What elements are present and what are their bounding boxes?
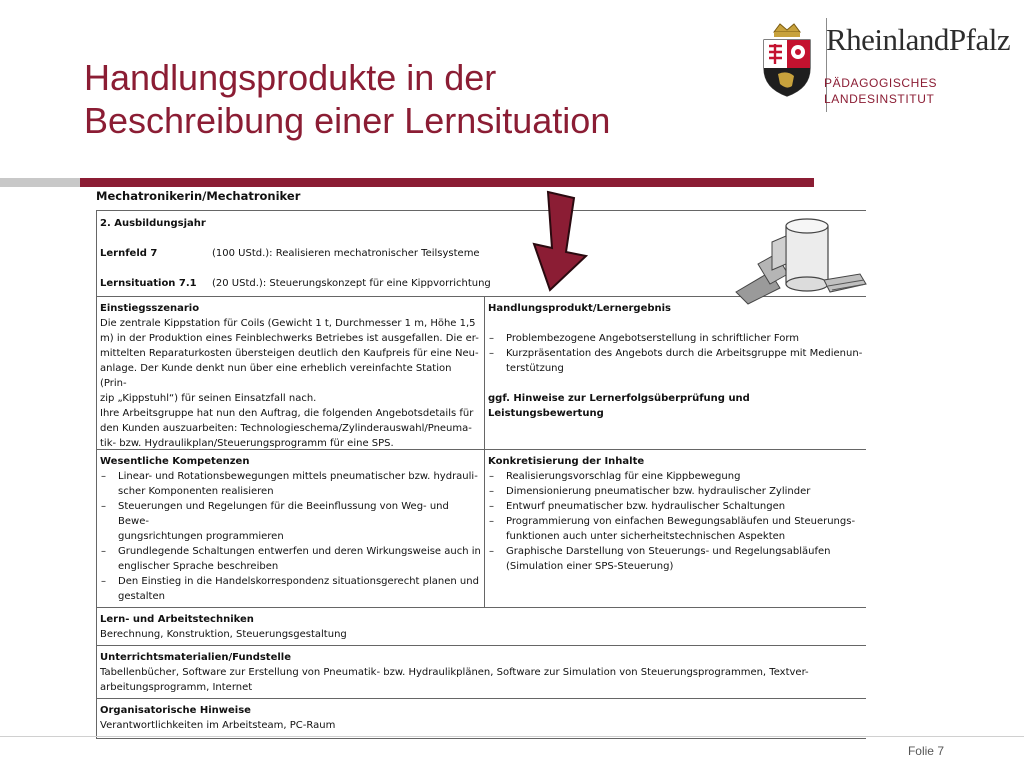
kippstuhl-illustration-icon bbox=[728, 214, 868, 306]
inhalte-list bbox=[488, 469, 863, 574]
lernfeld-value: (100 UStd.): Realisieren mechatronischer Teilsysteme bbox=[212, 248, 480, 259]
coat-of-arms-icon bbox=[760, 20, 814, 98]
slide-title bbox=[84, 56, 610, 142]
orga-title: Organisatorische Hinweise bbox=[100, 705, 251, 716]
list-item: – Steuerungen und Regelungen für die Beeinflussung von Weg- und Bewe- gungsrichtungen programmieren bbox=[100, 499, 481, 544]
scenario-row bbox=[97, 297, 866, 450]
handlungsprodukt-cell bbox=[485, 297, 866, 449]
material-title: Unterrichtsmaterialien/Fundstelle bbox=[100, 652, 292, 663]
list-item: – Kurzpräsentation des Angebots durch die Arbeitsgruppe mit Medienun- terstützung bbox=[488, 346, 863, 376]
hinweise-title: ggf. Hinweise zur Lernerfolgsüberprüfung und Leistungsbewertung bbox=[488, 393, 750, 419]
orga-row bbox=[97, 699, 866, 739]
einstieg-line: zip „Kippstuhl“) für seinen Einsatzfall nach. bbox=[100, 393, 317, 404]
einstiegsszenario-title: Einstiegsszenario bbox=[100, 303, 200, 314]
list-item: – Programmierung von einfachen Bewegungsabläufen und Steuerungs- funktionen auch unter sicherheitstechnischen Aspekten bbox=[488, 514, 863, 544]
logo-subtitle-2: LANDESINSTITUT bbox=[824, 92, 935, 106]
kompetenzen-title: Wesentliche Kompetenzen bbox=[100, 456, 250, 467]
ausbildungsjahr: 2. Ausbildungsjahr bbox=[100, 218, 206, 229]
document-heading: Mechatronikerin/Mechatroniker bbox=[96, 189, 301, 203]
slide-number: Folie 7 bbox=[907, 744, 944, 758]
lernsituation-label: Lernsituation 7.1 bbox=[100, 278, 197, 289]
material-row bbox=[97, 646, 866, 699]
lernsituation-value: (20 UStd.): Steuerungskonzept für eine Kippvorrichtung bbox=[212, 278, 491, 289]
list-item: – Realisierungsvorschlag für eine Kippbewegung bbox=[488, 469, 863, 484]
logo-subtitle-1: PÄDAGOGISCHES bbox=[824, 76, 938, 90]
slide-title-line-1: Handlungsprodukte in der bbox=[84, 57, 497, 98]
einstieg-line: Die zentrale Kippstation für Coils (Gewicht 1 t, Durchmesser 1 m, Höhe 1,5 bbox=[100, 318, 476, 329]
logo-name: RheinlandPfalz bbox=[826, 22, 1011, 57]
orga-text: Verantwortlichkeiten im Arbeitsteam, PC-Raum bbox=[100, 720, 336, 731]
list-item: – Grundlegende Schaltungen entwerfen und deren Wirkungsweise auch in englischer Sprache beschreiben bbox=[100, 544, 481, 574]
kompetenzen-list bbox=[100, 469, 481, 604]
einstieg-line: den Kunden auszuarbeiten: Technologieschema/Zylinderauswahl/Pneuma- bbox=[100, 423, 472, 434]
techniken-title: Lern- und Arbeitstechniken bbox=[100, 614, 254, 625]
list-item: – Den Einstieg in die Handelskorrespondenz situationsgerecht planen und gestalten bbox=[100, 574, 481, 604]
footer-divider bbox=[0, 736, 1024, 737]
list-item: – Linear- und Rotationsbewegungen mittels pneumatischer bzw. hydrauli- scher Komponenten realisieren bbox=[100, 469, 481, 499]
divider-grey bbox=[0, 178, 80, 187]
list-item: – Entwurf pneumatischer bzw. hydraulischer Schaltungen bbox=[488, 499, 863, 514]
material-line: Tabellenbücher, Software zur Erstellung von Pneumatik- bzw. Hydraulikplänen, Software zur Simulation von Steuerungsprogrammen, Textver- bbox=[100, 667, 809, 678]
einstieg-line: Ihre Arbeitsgruppe hat nun den Auftrag, die folgenden Angebotsdetails für bbox=[100, 408, 474, 419]
einstiegsszenario-cell bbox=[97, 297, 485, 449]
einstieg-line: mittelten Reparaturkosten übersteigen deutlich den Kaufpreis für eine Neu- bbox=[100, 348, 479, 359]
material-line: arbeitungsprogramm, Internet bbox=[100, 682, 253, 693]
inhalte-cell bbox=[485, 450, 866, 607]
einstieg-line: tik- bzw. Hydraulikplan/Steuerungsprogramm für eine SPS. bbox=[100, 438, 394, 449]
lernfeld-label: Lernfeld 7 bbox=[100, 248, 158, 259]
list-item: – Dimensionierung pneumatischer bzw. hydraulischer Zylinder bbox=[488, 484, 863, 499]
kompetenzen-cell bbox=[97, 450, 485, 607]
techniken-text: Berechnung, Konstruktion, Steuerungsgestaltung bbox=[100, 629, 347, 640]
kompetenzen-row bbox=[97, 450, 866, 608]
list-item: – Graphische Darstellung von Steuerungs- und Regelungsabläufen (Simulation einer SPS-Steuerung) bbox=[488, 544, 863, 574]
slide-title-line-2: Beschreibung einer Lernsituation bbox=[84, 100, 611, 141]
list-item: – Problembezogene Angebotserstellung in schriftlicher Form bbox=[488, 331, 863, 346]
rlp-logo bbox=[760, 16, 1010, 116]
techniken-row bbox=[97, 608, 866, 646]
einstieg-line: anlage. Der Kunde denkt nun über eine erheblich vereinfachte Station (Prin- bbox=[100, 363, 452, 389]
einstieg-line: m) in der Produktion eines Feinblechwerks Betriebes ist ausgefallen. Die er- bbox=[100, 333, 479, 344]
handlungsprodukt-title: Handlungsprodukt/Lernergebnis bbox=[488, 303, 672, 314]
pointer-arrow-icon bbox=[528, 190, 598, 292]
inhalte-title: Konkretisierung der Inhalte bbox=[488, 456, 645, 467]
handlungsprodukt-list bbox=[488, 331, 863, 376]
